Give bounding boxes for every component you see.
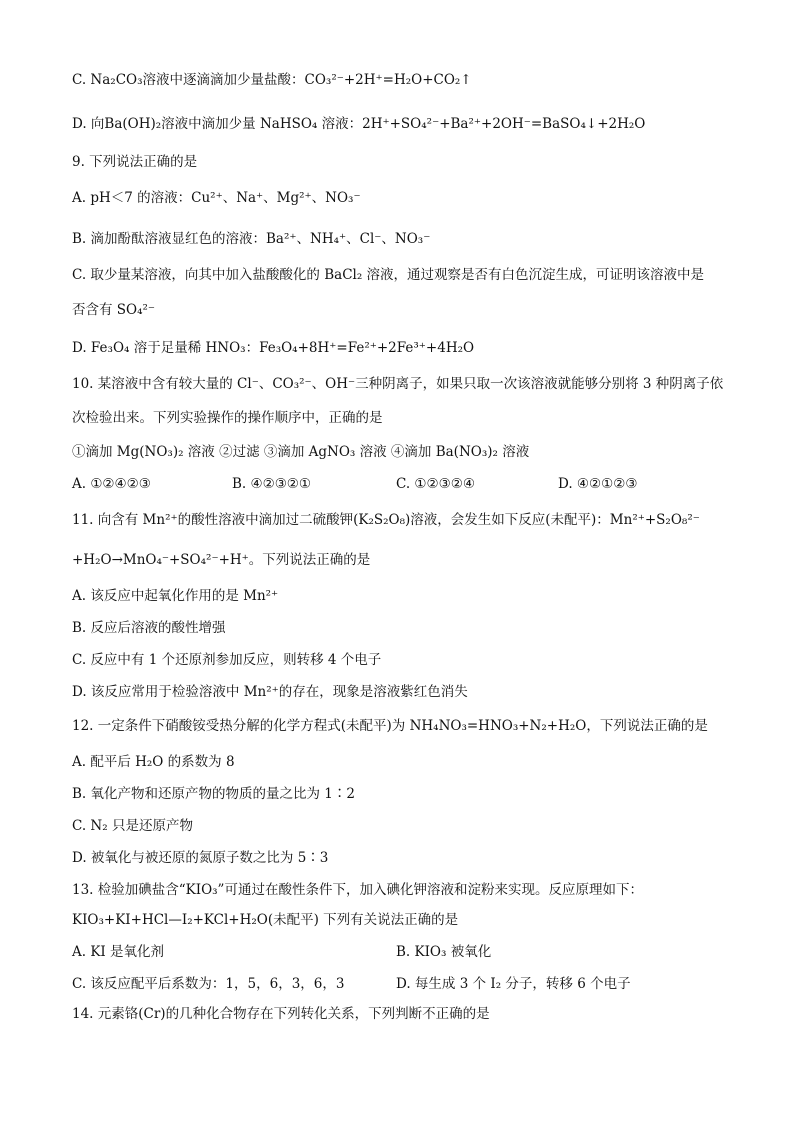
question-11-line1: 11. 向含有 Mn²⁺的酸性溶液中滴加过二硫酸钾(K₂S₂O₈)溶液，会发生如下反应(未配平)：Mn²⁺+S₂O₈²⁻	[72, 512, 700, 528]
option-13c: C. 该反应配平后系数为：1，5，6，3，6，3	[72, 976, 345, 992]
option-12c: C. N₂ 只是还原产物	[72, 818, 193, 834]
option-13b: B. KIO₃ 被氧化	[396, 944, 492, 960]
option-10a: A. ①②④②③	[72, 476, 151, 492]
option-9b: B. 滴加酚酞溶液显红色的溶液：Ba²⁺、NH₄⁺、Cl⁻、NO₃⁻	[72, 231, 431, 247]
option-11d: D. 该反应常用于检验溶液中 Mn²⁺的存在，现象是溶液紫红色消失	[72, 684, 468, 700]
option-11b: B. 反应后溶液的酸性增强	[72, 620, 226, 636]
question-14: 14. 元素铬(Cr)的几种化合物存在下列转化关系，下列判断不正确的是	[72, 1006, 490, 1022]
question-10-steps: ①滴加 Mg(NO₃)₂ 溶液 ②过滤 ③滴加 AgNO₃ 溶液 ④滴加 Ba(NO₃)₂ 溶液	[72, 444, 530, 460]
option-10d: D. ④②①②③	[558, 476, 638, 492]
option-8c: C. Na₂CO₃溶液中逐滴滴加少量盐酸：CO₃²⁻+2H⁺=H₂O+CO₂↑	[72, 72, 472, 88]
option-9c-line2: 否含有 SO₄²⁻	[72, 302, 156, 318]
option-12b: B. 氧化产物和还原产物的物质的量之比为 1∶2	[72, 786, 355, 802]
option-9c-line1: C. 取少量某溶液，向其中加入盐酸酸化的 BaCl₂ 溶液，通过观察是否有白色沉淀生成，可证明该溶液中是	[72, 267, 705, 283]
question-12: 12. 一定条件下硝酸铵受热分解的化学方程式(未配平)为 NH₄NO₃=HNO₃+N₂+H₂O，下列说法正确的是	[72, 718, 708, 734]
option-12d: D. 被氧化与被还原的氮原子数之比为 5∶3	[72, 850, 329, 866]
question-9: 9. 下列说法正确的是	[72, 154, 198, 170]
question-10-line2: 次检验出来。下列实验操作的操作顺序中，正确的是	[72, 410, 383, 426]
option-11c: C. 反应中有 1 个还原剂参加反应，则转移 4 个电子	[72, 652, 382, 668]
question-10-line1: 10. 某溶液中含有较大量的 Cl⁻、CO₃²⁻、OH⁻三种阴离子，如果只取一次该溶液就能够分别将 3 种阴离子依	[72, 376, 724, 392]
question-13-line1: 13. 检验加碘盐含“KIO₃”可通过在酸性条件下，加入碘化钾溶液和淀粉来实现。反应原理如下：	[72, 882, 643, 898]
option-13a: A. KI 是氧化剂	[72, 944, 165, 960]
question-13-line2: KIO₃+KI+HCl—I₂+KCl+H₂O(未配平) 下列有关说法正确的是	[72, 912, 459, 928]
option-12a: A. 配平后 H₂O 的系数为 8	[72, 754, 235, 770]
option-9a: A. pH＜7 的溶液：Cu²⁺、Na⁺、Mg²⁺、NO₃⁻	[72, 190, 361, 206]
option-11a: A. 该反应中起氧化作用的是 Mn²⁺	[72, 588, 279, 604]
option-9d: D. Fe₃O₄ 溶于足量稀 HNO₃：Fe₃O₄+8H⁺=Fe²⁺+2Fe³⁺+4H₂O	[72, 340, 475, 356]
option-13d: D. 每生成 3 个 I₂ 分子，转移 6 个电子	[396, 976, 631, 992]
question-11-line2: +H₂O→MnO₄⁻+SO₄²⁻+H⁺。下列说法正确的是	[72, 552, 371, 568]
option-10c: C. ①②③②④	[396, 476, 475, 492]
option-10b: B. ④②③②①	[232, 476, 312, 492]
option-8d: D. 向Ba(OH)₂溶液中滴加少量 NaHSO₄ 溶液：2H⁺+SO₄²⁻+Ba²⁺+2OH⁻=BaSO₄↓+2H₂O	[72, 116, 646, 132]
